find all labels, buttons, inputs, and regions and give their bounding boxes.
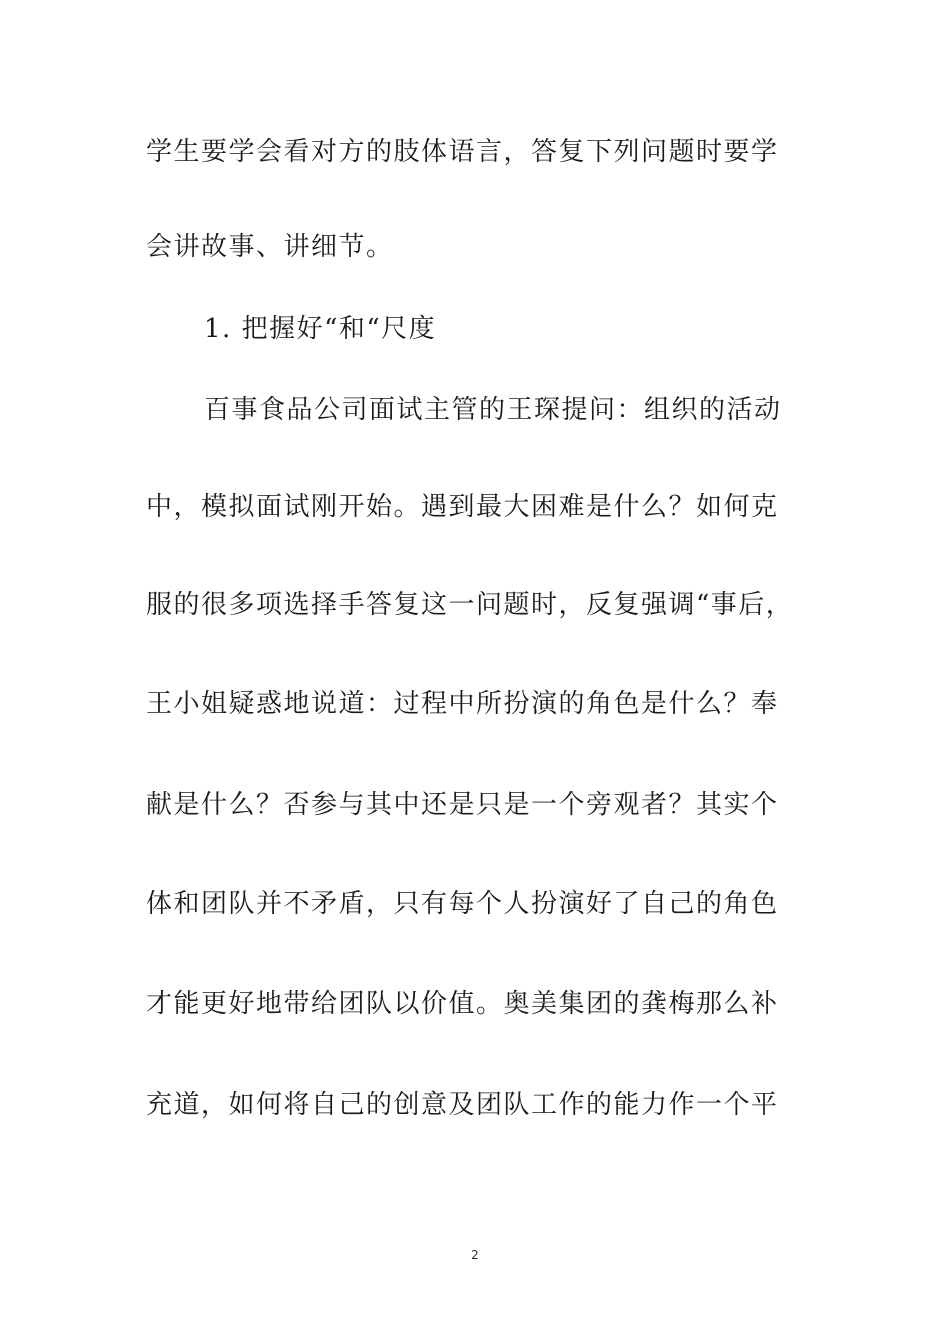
text-line-9: 体和团队并不矛盾，只有每个人扮演好了自己的角色 [146, 889, 779, 919]
text-line-7: 王小姐疑惑地说道：过程中所扮演的角色是什么？奉 [146, 689, 779, 719]
text-line-10: 才能更好地带给团队以价值。奥美集团的龚梅那么补 [146, 989, 779, 1019]
text-line-8: 献是什么？否参与其中还是只是一个旁观者？其实个 [146, 790, 779, 820]
page-number: 2 [471, 1248, 479, 1262]
text-line-1: 学生要学会看对方的肢体语言，答复下列问题时要学 [146, 137, 779, 167]
text-line-6: 服的很多项选择手答复这一问题时，反复强调“事后， [146, 590, 794, 620]
text-line-5: 中，模拟面试刚开始。遇到最大困难是什么？如何克 [146, 492, 779, 522]
paragraph-start-line: 百事食品公司面试主管的王琛提问：组织的活动 [204, 395, 782, 425]
text-line-11: 充道，如何将自己的创意及团队工作的能力作一个平 [146, 1090, 779, 1120]
text-line-2: 会讲故事、讲细节。 [146, 232, 394, 262]
list-heading-1: 1. 把握好“和“尺度 [204, 314, 437, 344]
